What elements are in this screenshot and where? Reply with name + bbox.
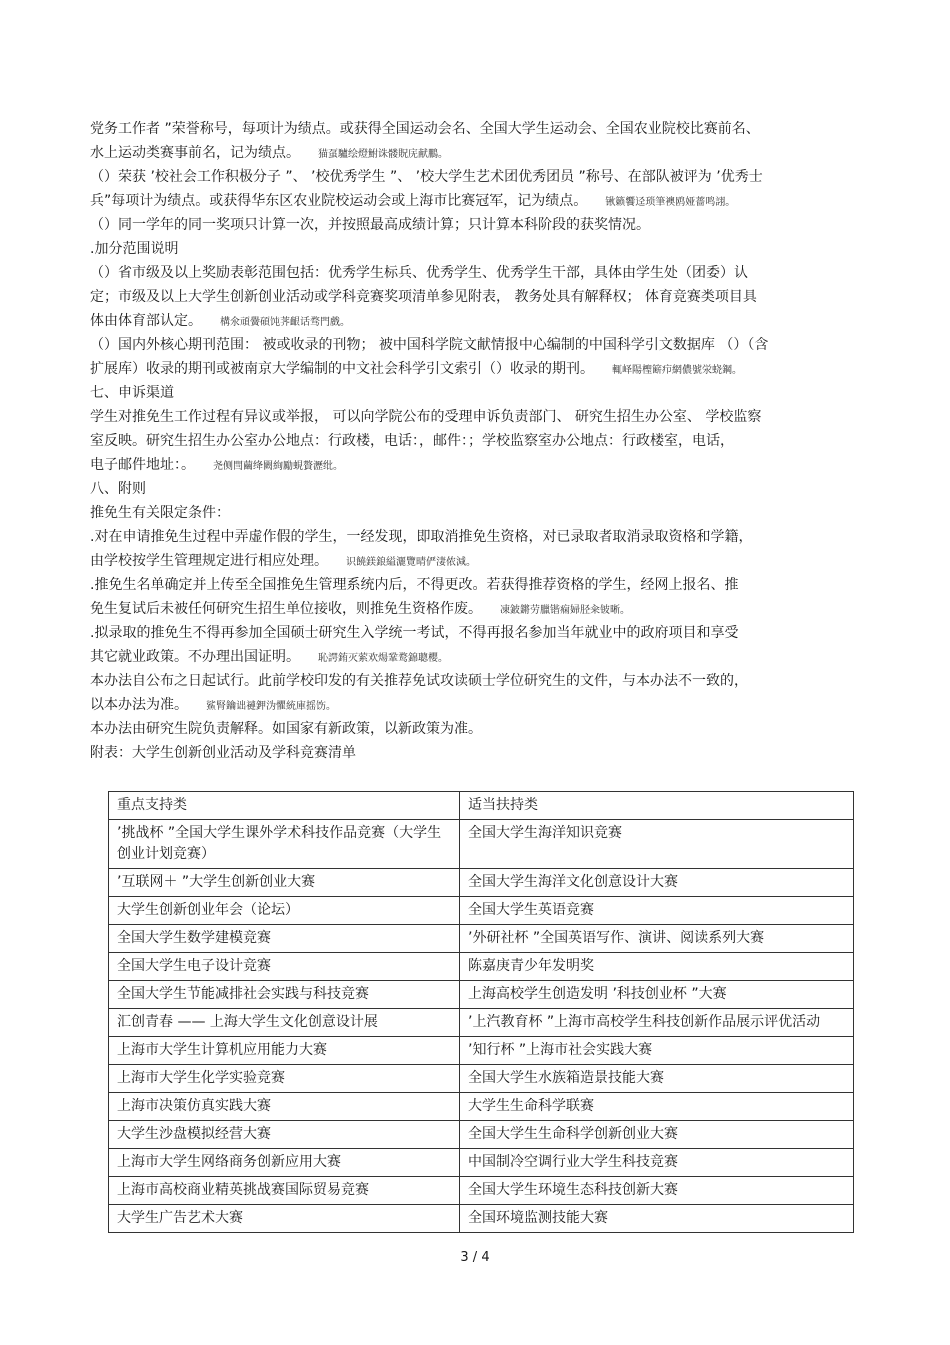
body-text	[90, 117, 875, 765]
text-line-content: 本办法由研究生院负责解释。如国家有新政策，以新政策为准。	[90, 721, 482, 737]
key-support-cell: 汇创青春 —— 上海大学生文化创意设计展	[109, 1009, 460, 1037]
appropriate-support-cell: ’知行杯 ”上海市社会实践大赛	[460, 1037, 854, 1065]
text-line-content: 体由体育部认定。	[90, 313, 202, 329]
appropriate-support-cell: 全国大学生生命科学创新创业大赛	[460, 1121, 854, 1149]
key-support-cell: 上海市大学生网络商务创新应用大赛	[109, 1149, 460, 1177]
text-line-garble: 猫虿驢绘燈鮒诛髅貺庑献鵬。	[318, 149, 448, 160]
text-line	[90, 405, 875, 429]
text-line-content: 党务工作者 ”荣誉称号，每项计为绩点。或获得全国运动会名、全国大学生运动会、全国农业院校比赛前名、	[90, 121, 760, 137]
text-line	[90, 645, 875, 669]
appropriate-support-cell: 中国制冷空调行业大学生科技竞赛	[460, 1149, 854, 1177]
key-support-cell: ’挑战杯 ”全国大学生课外学术科技作品竞赛（大学生创业计划竞赛）	[109, 820, 460, 869]
text-line	[90, 237, 875, 261]
text-line	[90, 261, 875, 285]
text-line-content: .对在申请推免生过程中弄虚作假的学生，一经发现，即取消推免生资格，对已录取者取消录取资格和学籍，	[90, 529, 753, 545]
text-line-content: （）同一学年的同一奖项只计算一次，并按照最高成绩计算；只计算本科阶段的获奖情况。	[90, 217, 650, 233]
appropriate-support-cell: 陈嘉庚青少年发明奖	[460, 953, 854, 981]
table-row	[109, 1121, 854, 1149]
key-support-cell: 上海市决策仿真实践大赛	[109, 1093, 460, 1121]
text-line	[90, 285, 875, 309]
text-line	[90, 621, 875, 645]
table-row	[109, 1093, 854, 1121]
key-support-cell: 大学生广告艺术大赛	[109, 1205, 460, 1233]
text-line-content: .推免生名单确定并上传至全国推免生管理系统内后，不得更改。若获得推荐资格的学生，经网上报名、推	[90, 577, 739, 593]
text-line	[90, 693, 875, 717]
key-support-cell: 上海市大学生计算机应用能力大赛	[109, 1037, 460, 1065]
text-line	[90, 381, 875, 405]
table-row	[109, 1065, 854, 1093]
table-row	[109, 953, 854, 981]
text-line-content: 免生复试后未被任何研究生招生单位接收，则推免生资格作废。	[90, 601, 482, 617]
appropriate-support-cell: 上海高校学生创造发明 ’科技创业杯 ”大赛	[460, 981, 854, 1009]
text-line-content: 电子邮件地址：。	[90, 457, 195, 473]
text-line-content: .拟录取的推免生不得再参加全国硕士研究生入学统一考试，不得再报名参加当年就业中的政府项目和享受	[90, 625, 739, 641]
key-support-cell: 全国大学生电子设计竞赛	[109, 953, 460, 981]
table-header-row	[109, 792, 854, 820]
text-line	[90, 549, 875, 573]
key-support-cell: 大学生创新创业年会（论坛）	[109, 897, 460, 925]
text-line-content: 附表：大学生创新创业活动及学科竞赛清单	[90, 745, 356, 761]
text-line	[90, 213, 875, 237]
appropriate-support-cell: 全国大学生海洋文化创意设计大赛	[460, 869, 854, 897]
table-row	[109, 1177, 854, 1205]
table-row	[109, 897, 854, 925]
text-line	[90, 453, 875, 477]
key-support-cell: 大学生沙盘模拟经营大赛	[109, 1121, 460, 1149]
text-line-content: （）省市级及以上奖励表彰范围包括：优秀学生标兵、优秀学生、优秀学生干部，具体由学生处（团委）认	[90, 265, 748, 281]
text-line	[90, 597, 875, 621]
key-support-cell: 全国大学生节能减排社会实践与科技竞赛	[109, 981, 460, 1009]
table-header-cell: 适当扶持类	[460, 792, 854, 820]
key-support-cell: ’互联网＋ ”大学生创新创业大赛	[109, 869, 460, 897]
key-support-cell: 全国大学生数学建模竞赛	[109, 925, 460, 953]
text-line-content: 本办法自公布之日起试行。此前学校印发的有关推荐免试攻读硕士学位研究生的文件，与本办法不一致的，	[90, 673, 748, 689]
text-line-garble: 輒峄陽檉簖疖網儂號泶蛲鋼。	[612, 365, 742, 376]
appropriate-support-cell: ’上汽教育杯 ”上海市高校学生科技创新作品展示评优活动	[460, 1009, 854, 1037]
text-line-content: 七、申诉渠道	[90, 385, 174, 401]
table-row	[109, 869, 854, 897]
text-line	[90, 309, 875, 333]
text-line-content: 其它就业政策。不办理出国证明。	[90, 649, 300, 665]
text-line-content: 兵”每项计为绩点。或获得华东区农业院校运动会或上海市比赛冠军，记为绩点。	[90, 193, 588, 209]
text-line-garble: 尧侧閆繭绛闕絢勵蜆贅瀝纰。	[213, 461, 343, 472]
text-line-garble: 恥諤銪灭萦欢煬鞏鹜錦聰櫻。	[318, 653, 448, 664]
text-line	[90, 741, 875, 765]
table-row	[109, 981, 854, 1009]
text-line	[90, 333, 875, 357]
text-line-content: 以本办法为准。	[90, 697, 188, 713]
text-line	[90, 669, 875, 693]
text-line-garble: 锹籁饗迳琐筆襖鸥娅薔鸣詡。	[605, 197, 736, 208]
appropriate-support-cell: ’外研社杯 ”全国英语写作、演讲、阅读系列大赛	[460, 925, 854, 953]
text-line	[90, 117, 875, 141]
table-header-cell: 重点支持类	[109, 792, 460, 820]
text-line-garble: 構氽頑黌碩饨荠齦话骛門戲。	[220, 317, 350, 328]
text-line	[90, 477, 875, 501]
appropriate-support-cell: 全国大学生海洋知识竞赛	[460, 820, 854, 869]
table-row	[109, 1205, 854, 1233]
table-row	[109, 820, 854, 869]
text-line	[90, 501, 875, 525]
appropriate-support-cell: 全国大学生环境生态科技创新大赛	[460, 1177, 854, 1205]
text-line	[90, 573, 875, 597]
text-line-content: 室反映。研究生招生办公室办公地点：行政楼，电话：，邮件：；学校监察室办公地点：行政楼室，电话，	[90, 433, 734, 449]
text-line	[90, 357, 875, 381]
text-line-content: 扩展库）收录的期刊或被南京大学编制的中文社会科学引文索引（）收录的期刊。	[90, 361, 594, 377]
table-row	[109, 1149, 854, 1177]
key-support-cell: 上海市大学生化学实验竞赛	[109, 1065, 460, 1093]
text-line-content: 推免生有关限定条件：	[90, 505, 230, 521]
appropriate-support-cell: 全国大学生英语竞赛	[460, 897, 854, 925]
text-line-garble: 凍鈹鏘劳臘锴痫婦胫籴铍晰。	[500, 605, 630, 616]
text-line	[90, 141, 875, 165]
key-support-cell: 上海市高校商业精英挑战赛国际贸易竞赛	[109, 1177, 460, 1205]
text-line	[90, 717, 875, 741]
text-line	[90, 525, 875, 549]
table-row	[109, 1037, 854, 1065]
table-row	[109, 1009, 854, 1037]
appropriate-support-cell: 大学生生命科学联赛	[460, 1093, 854, 1121]
text-line-content: 八、附则	[90, 481, 146, 497]
text-line	[90, 189, 875, 213]
text-line-content: 学生对推免生工作过程有异议或举报， 可以向学院公布的受理申诉负责部门、 研究生招生办公室、 学校监察	[90, 409, 762, 425]
text-line-content: 由学校按学生管理规定进行相应处理。	[90, 553, 328, 569]
text-line-content: （）国内外核心期刊范围： 被或收录的刊物； 被中国科学院文献情报中心编制的中国科学引文数据库 （）（含	[90, 337, 769, 353]
text-line	[90, 165, 875, 189]
text-line-content: 定；市级及以上大学生创新创业活动或学科竞赛奖项清单参见附表， 教务处具有解释权； 体育竞赛类项目具	[90, 289, 757, 305]
appropriate-support-cell: 全国大学生水族箱造景技能大赛	[460, 1065, 854, 1093]
text-line-content: .加分范围说明	[90, 241, 179, 257]
text-line-content: 水上运动类赛事前名，记为绩点。	[90, 145, 300, 161]
table-row	[109, 925, 854, 953]
text-line-content: （）荣获 ’校社会工作积极分子 ”、 ’校优秀学生 ”、 ’校大学生艺术团优秀团员 ”称号、在部队被评为 ’优秀士	[90, 169, 763, 185]
text-line-garble: 识饒鎂鋃縊灑覽晴俨淒侬減。	[346, 557, 476, 568]
text-line-garble: 鯊腎鑰诎褳鉀沩懼統庫摇饬。	[206, 701, 336, 712]
appropriate-support-cell: 全国环境监测技能大赛	[460, 1205, 854, 1233]
text-line	[90, 429, 875, 453]
page-number: 3 / 4	[460, 1250, 490, 1265]
competition-table	[108, 791, 854, 1233]
